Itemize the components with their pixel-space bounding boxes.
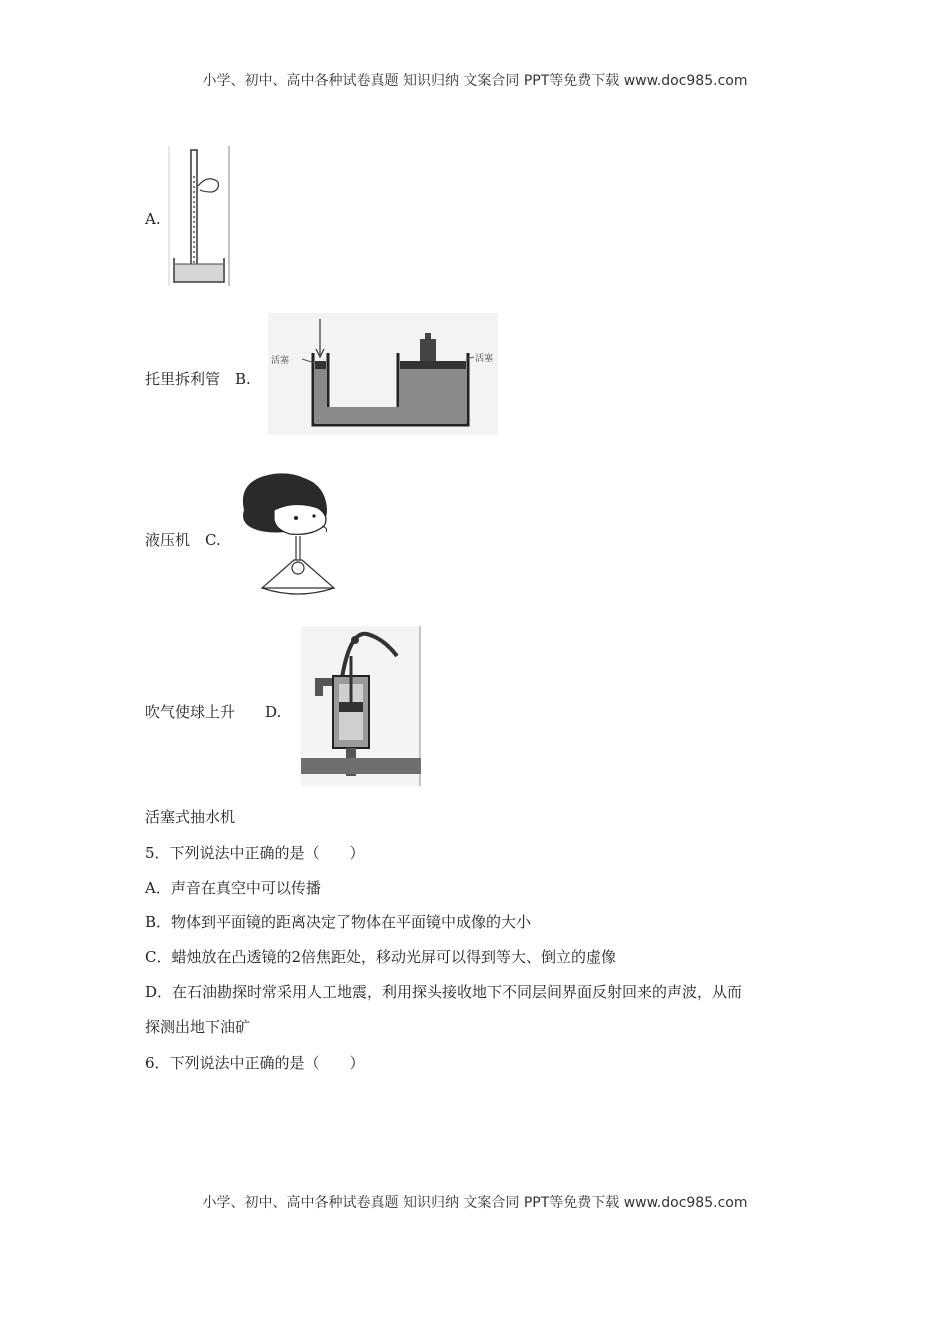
figure-blow-ball (234, 470, 342, 600)
question-5-option-b: B．物体到平面镜的距离决定了物体在平面镜中成像的大小 (145, 913, 532, 931)
option-d-caption (145, 701, 281, 722)
figure-piston-pump (301, 626, 421, 786)
question-5-option-c: C．蜡烛放在凸透镜的2倍焦距处，移动光屏可以得到等大、倒立的虚像 (145, 948, 617, 966)
question-5-option-d: D．在石油勘探时常采用人工地震，利用探头接收地下不同层间界面反射回来的声波，从而 (145, 983, 743, 1001)
option-b-letter: B. (235, 370, 251, 388)
option-a-letter: A. (145, 210, 161, 228)
left-piston-label: 活塞 (271, 356, 290, 366)
option-c-caption-text: 液压机 (145, 531, 191, 549)
option-d-letter: D. (265, 703, 282, 721)
option-c-letter: C. (205, 531, 221, 549)
option-d-caption-text: 吹气使球上升 (145, 703, 236, 721)
option-d-trailing-caption: 活塞式抽水机 (145, 808, 236, 826)
question-5-option-d-continued: 探测出地下油矿 (145, 1018, 251, 1036)
option-b-caption-text: 托里拆利管 (145, 370, 221, 388)
question-6-stem: 6．下列说法中正确的是（ ） (145, 1054, 365, 1072)
page-header: 小学、初中、高中各种试卷真题 知识归纳 文案合同 PPT等免费下载 www.doc985.com (202, 73, 748, 89)
figure-hydraulic-press (268, 313, 498, 435)
option-c-caption (145, 529, 221, 550)
page-footer: 小学、初中、高中各种试卷真题 知识归纳 文案合同 PPT等免费下载 www.doc985.com (202, 1195, 748, 1211)
option-b-caption (145, 368, 251, 389)
question-5-stem: 5．下列说法中正确的是（ ） (145, 844, 365, 862)
question-5-option-a: A．声音在真空中可以传播 (145, 879, 321, 897)
right-piston-label: 活塞 (475, 354, 494, 364)
figure-torricelli-tube (168, 146, 230, 286)
